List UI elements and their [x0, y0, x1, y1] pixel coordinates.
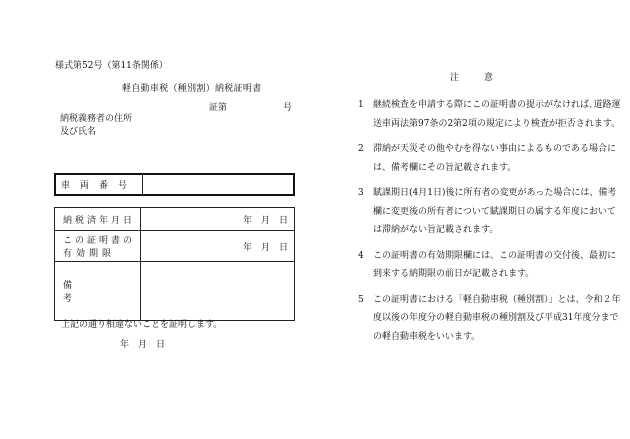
remarks-field: [141, 262, 295, 321]
note-item: [358, 247, 623, 284]
note-text: 滞納が天災その他やむを得ない事由によるものである場合には、備考欄にその旨記載されます。: [373, 144, 617, 173]
note-text: 賦課期日(4月1日)後に所有者の変更があった場合には、備考欄に変更後の所有者について賦課期日の属する年度においては滞納がない旨記載されます。: [373, 188, 617, 235]
taxpayer-label-line1: 納税義務者の住所: [60, 114, 133, 124]
document-title: 軽自動車税（種別割）納税証明書: [122, 84, 262, 94]
validity-date-field: 年 月 日: [141, 231, 295, 262]
note-number: 1: [358, 100, 364, 110]
tax-paid-date-label: 納税済年月日: [55, 208, 141, 231]
validity-label-line2: 有効期限: [63, 249, 116, 259]
issue-date: 年 月 日: [120, 340, 166, 350]
certificate-number-suffix: 号: [283, 103, 293, 113]
validity-label-line1: この証明書の: [63, 236, 136, 246]
note-text: この証明書の有効期限欄には、この証明書の交付後、最初に到来する納期限の前日が記載されます。: [373, 250, 617, 279]
note-number: 4: [358, 250, 364, 261]
note-text: 継続検査を申請する際にこの証明書の提示がなければ､道路運送車両法第97条の2第2項の規定により検査が拒否されます。: [373, 100, 621, 129]
note-item: [358, 140, 623, 177]
note-item: [358, 96, 623, 133]
form-number: 様式第52号（第11条関係）: [55, 61, 168, 71]
note-number: 3: [358, 188, 364, 198]
taxpayer-label-line2: 及び氏名: [60, 127, 97, 137]
note-item: [358, 291, 623, 347]
remarks-label: 備考: [55, 262, 141, 321]
certificate-number-label: 証第: [209, 103, 228, 113]
vehicle-number-field: [143, 174, 295, 195]
note-number: 5: [358, 294, 364, 305]
vehicle-number-table: [54, 173, 295, 196]
confirmation-statement: 上記の通り相違ないことを証明します。: [61, 320, 223, 330]
notes-list: [358, 96, 623, 353]
note-text: この証明書における「軽自動車税（種別割）」とは、令和２年度以後の年度分の軽自動車税の種別割及び平成31年度分までの軽自動車税をいいます。: [373, 294, 621, 342]
note-number: 2: [358, 144, 364, 154]
certificate-details-table: [54, 207, 295, 321]
validity-label: [55, 231, 141, 262]
note-item: [358, 184, 623, 240]
vehicle-number-label: 車両番号: [55, 174, 143, 195]
tax-paid-date-field: 年 月 日: [141, 208, 295, 231]
notes-heading: 注 意: [450, 73, 502, 83]
